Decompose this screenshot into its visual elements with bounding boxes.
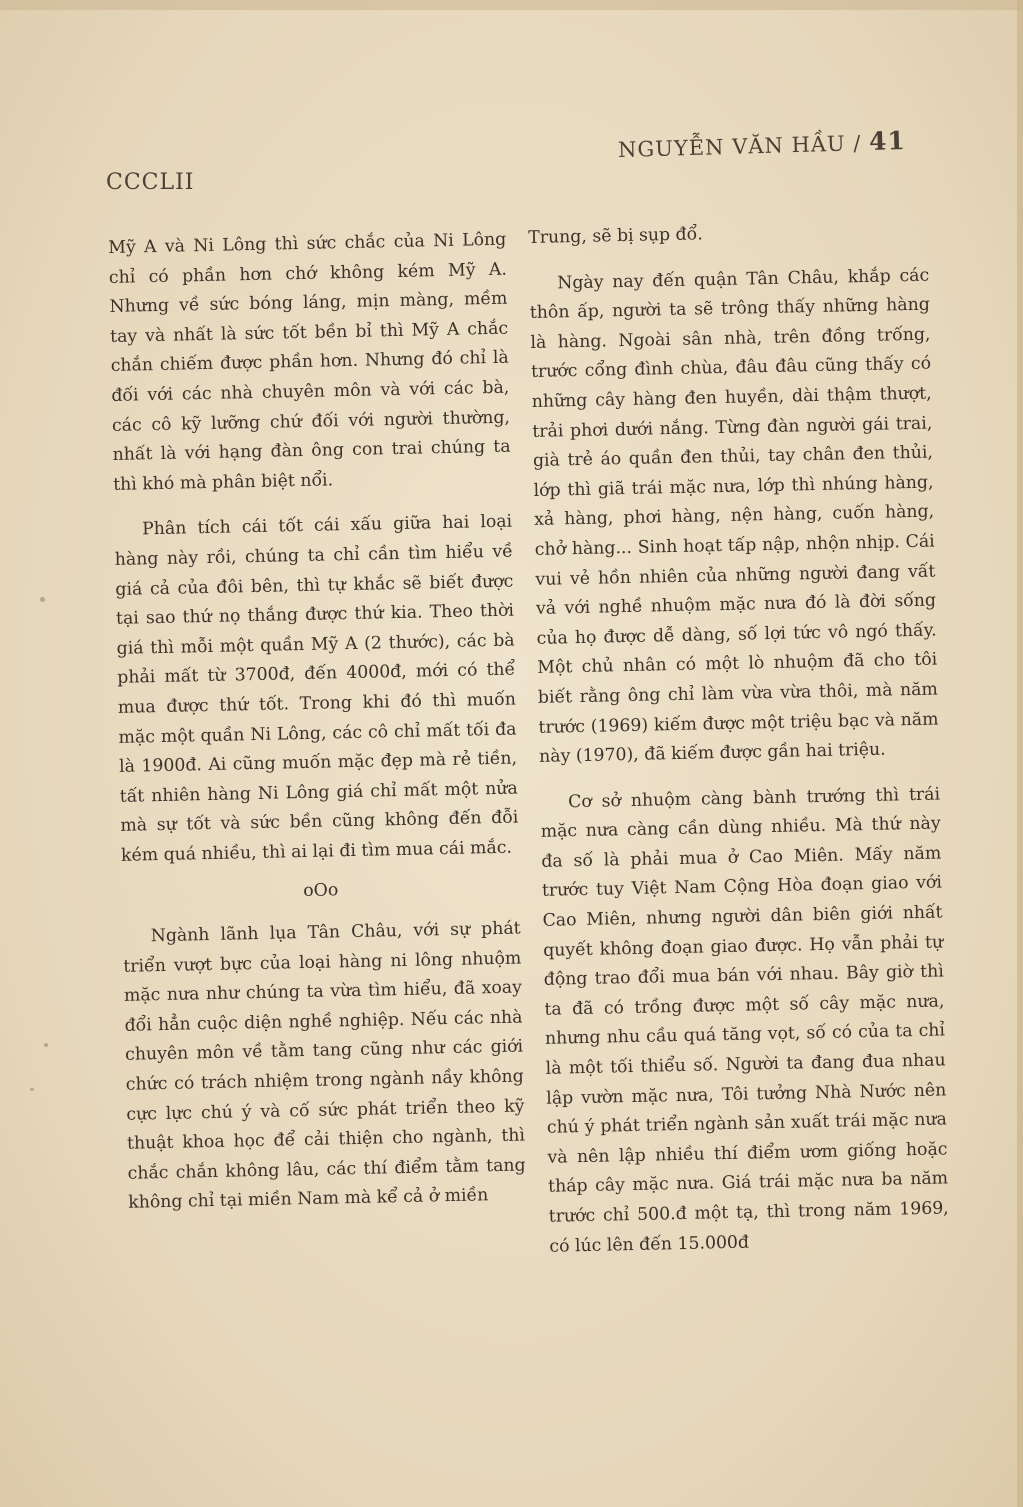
paper-spot	[30, 1088, 34, 1091]
left-paragraph-1: Mỹ A và Ni Lông thì sức chắc của Ni Lông chỉ có phần hơn chớ không kém Mỹ A. Nhưng về sức bóng láng, mịn màng, mềm tay và nhất là sức tốt bền bỉ thì Mỹ A chắc chắn chiếm được phần hơn. Nhưng đó chỉ là đối với các nhà chuyên môn và với các bà, các cô kỹ lưỡng chứ đối với người thường, nhất là với hạng đàn ông con trai chúng ta thì khó mà phân biệt nổi.	[108, 229, 511, 495]
running-header-author: NGUYỄN VĂN HẦU /	[617, 131, 862, 163]
page-number-roman: CCCLII	[106, 170, 195, 195]
paper-spot	[44, 1043, 48, 1047]
right-column	[528, 216, 950, 1262]
left-column	[108, 226, 527, 1219]
right-paragraph-3: Cơ sở nhuộm càng bành trướng thì trái mặc nưa càng cần dùng nhiều. Mà thứ này đa số là phải mua ở Cao Miên. Mấy năm trước tuy Việt Nam Cộng Hòa đoạn giao với Cao Miên, nhưng người dân biên giới nhất quyết không đoạn giao được. Họ vẫn phải tự động trao đổi mua bán với nhau. Bây giờ thì ta đã có trồng được một số cây mặc nưa, nhưng nhu cầu quá tăng vọt, số có của ta chỉ là một tối thiểu số. Người ta đang đua nhau lập vườn mặc nưa, Tôi tưởng Nhà Nước nên chú ý phát triển ngành sản xuất trái mặc nưa và nên lập nhiều thí điểm ươm giống hoặc tháp cây mặc nưa. Giá trái mặc nưa ba năm trước chỉ 500.đ một tạ, thì trong năm 1969, có lúc lên đến 15.000đ	[540, 784, 949, 1257]
right-paragraph-2: Ngày nay đến quận Tân Châu, khắp các thôn ấp, người ta sẽ trông thấy những hàng là hàng. Ngoài sân nhà, trên đồng trống, trước cổng đình chùa, đâu đâu cũng thấy có những cây hàng đen huyền, dài thậm thượt, trải phơi dưới nắng. Từng đàn người gái trai, già trẻ áo quần đen thủi, tay chân đen thủi, lớp thì giã trái mặc nưa, lớp thì nhúng hàng, xả hàng, phơi hàng, nện hàng, cuốn hàng, chở hàng... Sinh hoạt tấp nập, nhộn nhịp. Cái vui vẻ hồn nhiên của những người đang vất vả với nghề nhuộm mặc nưa đó là đời sống của họ được dễ dàng, số lợi tức vô ngó thấy. Một chủ nhân có một lò nhuộm đã cho tôi biết rằng ông chỉ làm vừa vừa thôi, mà năm trước (1969) kiếm được một triệu bạc và năm này (1970), đã kiếm được gần hai triệu.	[529, 265, 939, 767]
paper-edge-right	[1017, 0, 1023, 1507]
paper-edge-top	[0, 0, 1023, 10]
right-paragraph-1: Trung, sẽ bị sụp đổ.	[528, 224, 703, 248]
running-header-page: 41	[868, 125, 907, 157]
left-paragraph-2: Phân tích cái tốt cái xấu giữa hai loại hàng này rồi, chúng ta chỉ cần tìm hiểu về giá cả của đôi bên, thì tự khắc sẽ biết được tại sao thứ nọ thắng được thứ kia. Theo thời giá thì mỗi một quần Mỹ A (2 thước), các bà phải mất từ 3700đ, đến 4000đ, mới có thể mua được thứ tốt. Trong khi đó thì muốn mặc một quần Ni Lông, các cô chỉ mất tối đa là 1900đ. Ai cũng muốn mặc đẹp mà rẻ tiền, tất nhiên hàng Ni Lông giá chỉ mất một nửa mà sự tốt và sức bền cũng không đến đỗi kém quá nhiều, thì ai lại đi tìm mua cái mắc.	[114, 511, 519, 866]
paper-spot	[40, 597, 45, 602]
left-paragraph-3: Ngành lãnh lụa Tân Châu, với sự phát triển vượt bực của loại hàng ni lông nhuộm mặc nưa như chúng ta vừa tìm hiểu, đã xoay đổi hẳn cuộc diện nghề nghiệp. Nếu các nhà chuyên môn về tằm tang cũng như các giới chức có trách nhiệm trong ngành nầy không cực lực chú ý và cố sức phát triển theo kỹ thuật khoa học để cải thiện cho ngành, thì chắc chắn không lâu, các thí điểm tằm tang không chỉ tại miền Nam mà kể cả ở miền	[123, 918, 526, 1214]
section-separator: oOo	[303, 880, 339, 902]
